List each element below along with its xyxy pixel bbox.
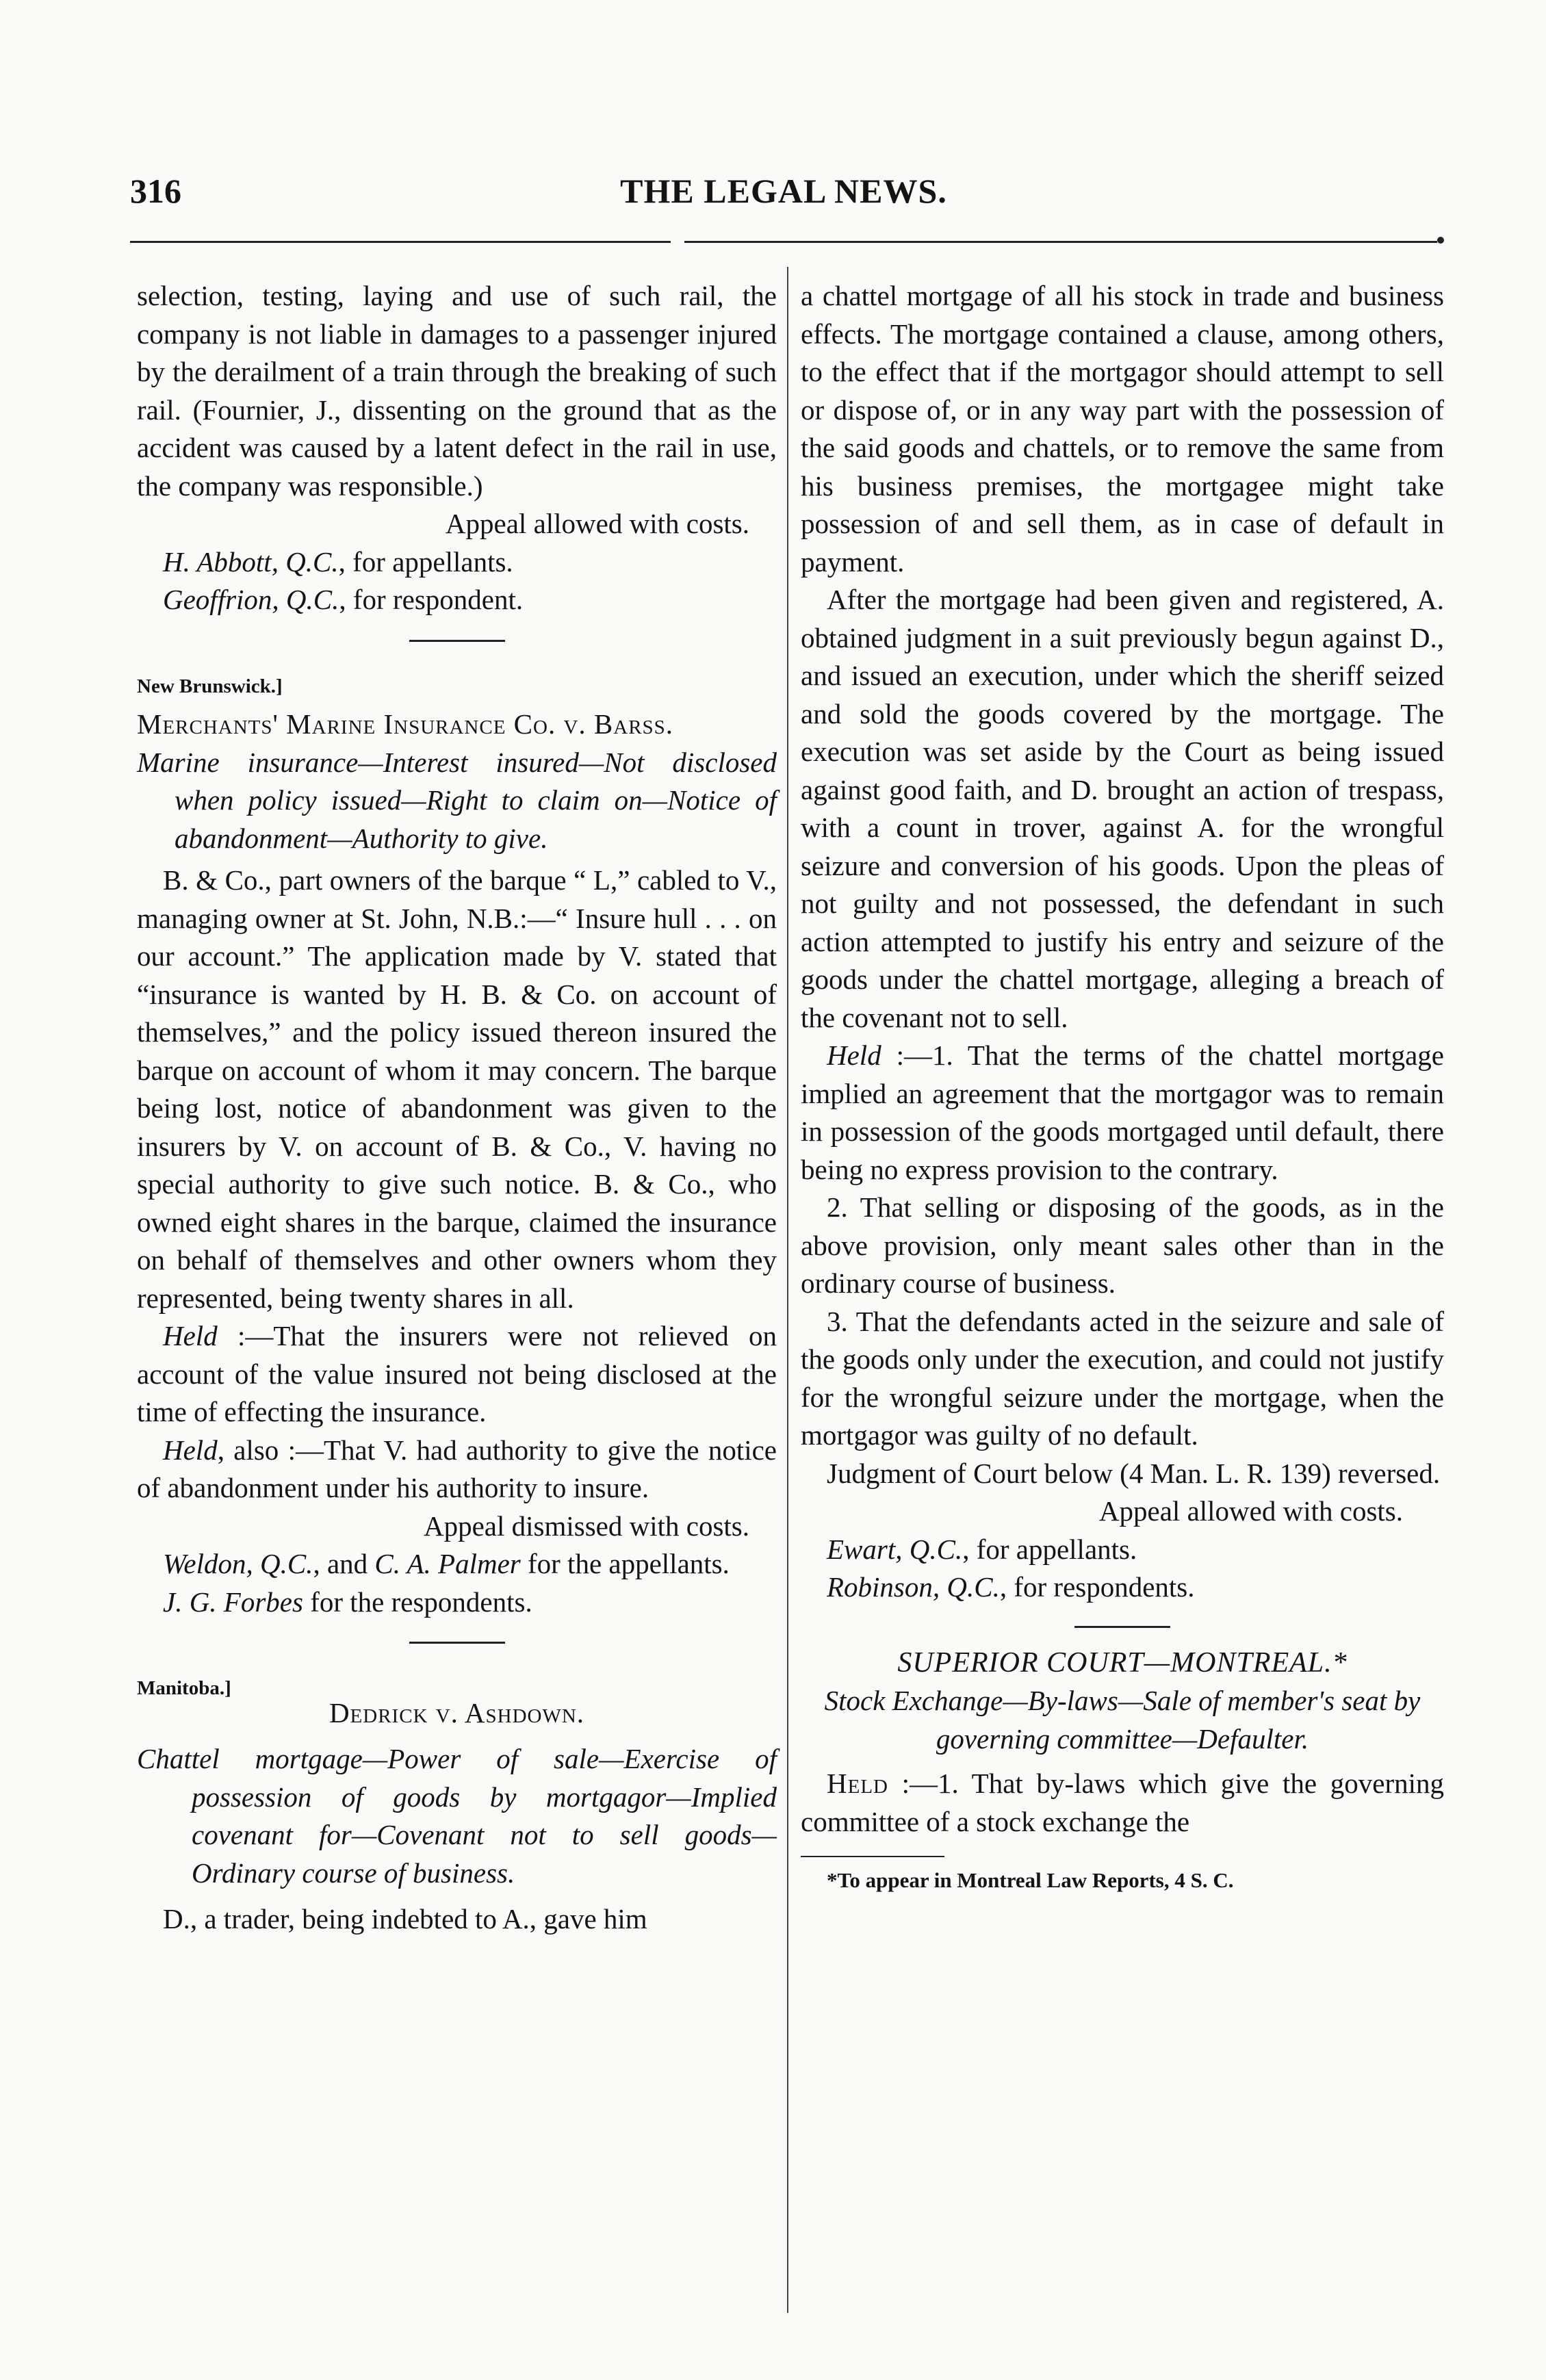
left-column [137,277,777,1939]
running-title: THE LEGAL NEWS. [620,172,947,210]
case3-facts-2: After the mortgage had been given and registered, A. obtained judgment in a suit previously begun against D., and issued an execution, under which the sheriff seized and sold the goods covered by the mortgage. The execution was set aside by the Court as being issued against good faith, and D. brought an action of trespass, with a count in trover, against A. for the wrongful seizure and conversion of his goods. Upon the pleas of not guilty and not possessed, the defendant in such action attempted to justify his entry and seizure of the goods under the chattel mortgage, alleging a breach of the covenant not to sell. [801,584,1444,1033]
case-separator [1074,1626,1170,1628]
column-divider [787,267,788,2313]
section-headnote: Stock Exchange—By-laws—Sale of member's seat by governing committee—Defaulter. [824,1685,1421,1755]
case2-counsel1-a: Weldon, Q.C. [163,1548,313,1579]
case1-counsel-respondent [137,581,777,619]
section-title: SUPERIOR COURT—MONTREAL.* [897,1646,1348,1679]
case2-held2-text: , also :—That V. had authority to give the notice of abandonment under his authority to insure. [137,1434,777,1503]
case3-counsel-appellants [801,1531,1444,1569]
case-separator [409,1642,505,1644]
case3-held1 [801,1037,1444,1189]
case2-held2-label: Held [163,1434,218,1466]
case2-counsel1-and: , and [313,1548,375,1579]
case3-held-label: Held [827,1039,881,1071]
case2-held2 [137,1432,777,1508]
case3-headnote: Chattel mortgage—Power of sale—Exercise of possession of goods by mortgagor—Implied covenant for—Covenant not to sell goods—Ordinary course of business. [137,1743,777,1889]
section-held-text: :—1. That by-laws which give the governing committee of a stock exchange the [801,1768,1444,1837]
case3-counsel1-role: , for appellants. [962,1533,1137,1565]
case1-counsel1-name: H. Abbott, Q.C. [163,545,339,578]
header-rule-right [684,241,1437,243]
case2-held1-text: :—That the insurers were not relieved on account of the value insured not being disclosed at the time of effecting the insurance. [137,1320,777,1427]
case3-court: Manitoba.] [137,1677,231,1699]
case3-counsel2-role: , for respondents. [999,1571,1195,1603]
case2-title: Merchants' Marine Insurance Co. v. Barss. [137,708,674,740]
case1-counsel2-name: Geoffrion, Q.C. [163,584,339,615]
case2-facts: B. & Co., part owners of the barque “ L,” cabled to V., managing owner at St. John, N.B.:—“ Insure hull . . . on our account.” The application made by V. stated that “insurance is wanted by H. B. & Co. on account of themselves,” and the policy issued thereon insured the barque on account of whom it may concern. The barque being lost, notice of abandonment was given to the insurers by V. on account of B. & Co., V. having no special authority to give such notice. B. & Co., who owned eight shares in the barque, claimed the insurance on behalf of themselves and other owners whom they represented, being twenty shares in all. [137,864,777,1314]
case1-paragraph: selection, testing, laying and use of such rail, the company is not liable in damages to a passenger injured by the derailment of a train through the breaking of such rail. (Fournier, J., dissenting on the ground that as the accident was caused by a latent defect in the rail in use, the company was responsible.) [137,280,777,502]
case3-facts-continued: a chattel mortgage of all his stock in trade and business effects. The mortgage contained a clause, among others, to the effect that if the mortgagor should attempt to sell or dispose of, or in any way part with the possession of the said goods and chattels, or to remove the same from his business premises, the mortgagee might take possession of and sell them, as in case of default in payment. [801,280,1444,578]
case3-result: Appeal allowed with costs. [1098,1495,1403,1527]
case3-held2: 2. That selling or disposing of the goods, as in the above provision, only meant sales other than in the ordinary course of business. [801,1191,1444,1299]
case2-headnote: Marine insurance—Interest insured—Not disclosed when policy issued—Right to claim on—Notice of abandonment—Authority to give. [137,746,777,854]
case3-facts-start: D., a trader, being indebted to A., gave him [163,1903,647,1935]
case2-court: New Brunswick.] [137,675,283,697]
case2-counsel1-b: C. A. Palmer [374,1548,521,1579]
case3-counsel-respondents [801,1568,1444,1607]
case3-counsel1-name: Ewart, Q.C. [827,1533,963,1565]
case1-counsel2-role: , for respondent. [339,584,524,615]
section-held [801,1765,1444,1841]
case2-counsel-respondents [137,1583,777,1622]
case3-title: Dedrick v. Ashdown. [328,1696,585,1729]
footnote: *To appear in Montreal Law Reports, 4 S. C. [827,1868,1234,1892]
case3-held3: 3. That the defendants acted in the seizure and sale of the goods only under the execution, and could not justify for the wrongful seizure under the mortgage, when the mortgagor was guilty of no default. [801,1305,1444,1451]
case2-held1 [137,1317,777,1432]
case3-judgment: Judgment of Court below (4 Man. L. R. 139) reversed. [827,1457,1441,1489]
header-rule-dot [1437,237,1444,244]
case2-counsel2-role: for the respondents. [302,1586,532,1618]
case2-counsel2-name: J. G. Forbes [163,1586,303,1618]
case3-held1-text: :—1. That the terms of the chattel mortgage implied an agreement that the mortgagor was to remain in possession of the goods mortgaged until default, there being no express provision to the contrary. [801,1039,1444,1185]
case3-counsel2-name: Robinson, Q.C. [827,1571,1000,1603]
case2-result: Appeal dismissed with costs. [423,1510,749,1542]
case-separator [409,640,505,642]
case1-counsel1-role: , for appellants. [338,545,513,578]
right-column [801,277,1444,1900]
case2-counsel1-role: for the appellants. [520,1548,730,1579]
header-rule-left [130,241,671,243]
page-header [130,171,1437,219]
case1-result: Appeal allowed with costs. [445,508,749,539]
case2-counsel-appellants [137,1545,777,1583]
case2-held1-label: Held [163,1320,218,1351]
section-held-label: Held [827,1768,888,1799]
case1-counsel-appellants [137,543,777,582]
footnote-rule [801,1856,944,1857]
page-number: 316 [130,172,181,210]
